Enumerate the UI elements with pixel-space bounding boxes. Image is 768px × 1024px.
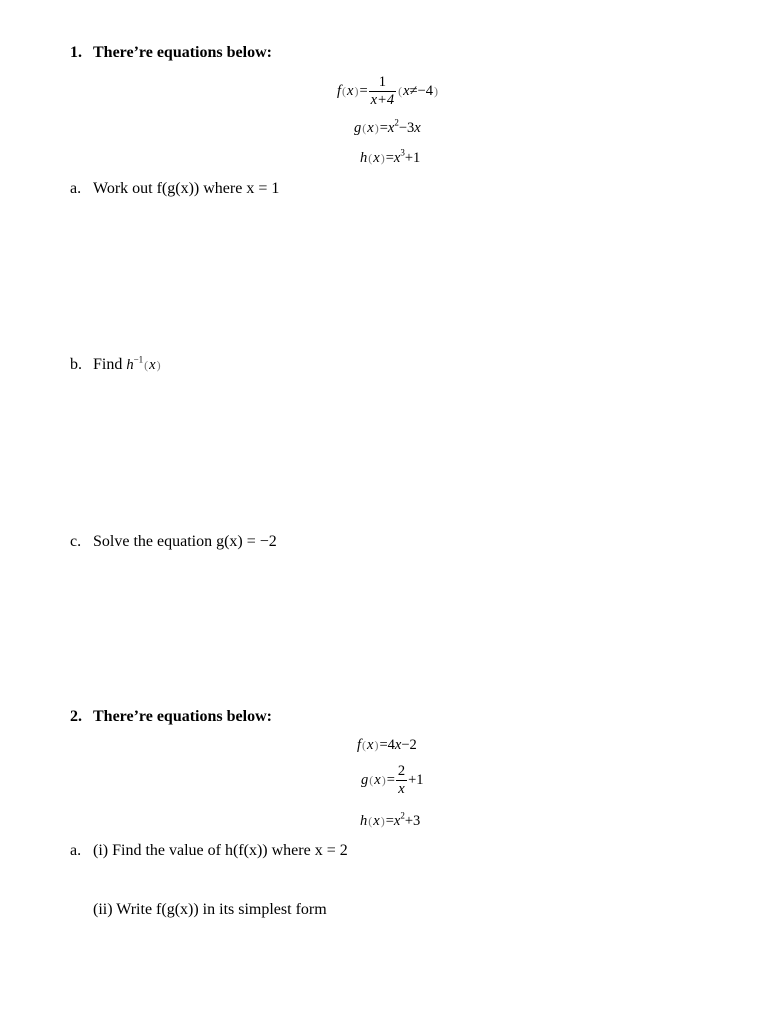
question-2-number: 2. (70, 708, 82, 725)
part-2a-text-ii: (ii) Write f(g(x)) in its simplest form (93, 901, 327, 918)
question-2-title: There’re equations below: (93, 708, 272, 725)
part-1a-text: Work out f(g(x)) where x = 1 (93, 180, 280, 197)
equation-f-q1: f(x)= $\frac{1}{x+4}$ (x≠−4) (337, 74, 438, 109)
question-1-number: 1. (70, 44, 82, 61)
part-2a-text-i: (i) Find the value of h(f(x)) where x = 2 (93, 842, 348, 859)
part-1a-label: a. (70, 180, 82, 197)
part-1b-text: Find $h^{-1}(x)$ (93, 354, 161, 373)
equation-h-q1: $h(x)=x^3+1$ (360, 147, 421, 166)
equation-h-q2: $h(x)=x^2+3$ (360, 810, 421, 829)
part-1c-label: c. (70, 533, 82, 550)
part-1b-label: b. (70, 356, 82, 373)
equation-g-q2: g(x)= $\frac{2}{x}$ +1 (361, 763, 424, 798)
part-2a-label: a. (70, 842, 82, 859)
equation-f-q2: f(x)=4x−2 (357, 737, 417, 753)
equation-g-q1: $g(x)=x^2-3x$ (354, 117, 421, 136)
part-1c-text: Solve the equation g(x) = −2 (93, 533, 277, 550)
question-1-title: There’re equations below: (93, 44, 272, 61)
